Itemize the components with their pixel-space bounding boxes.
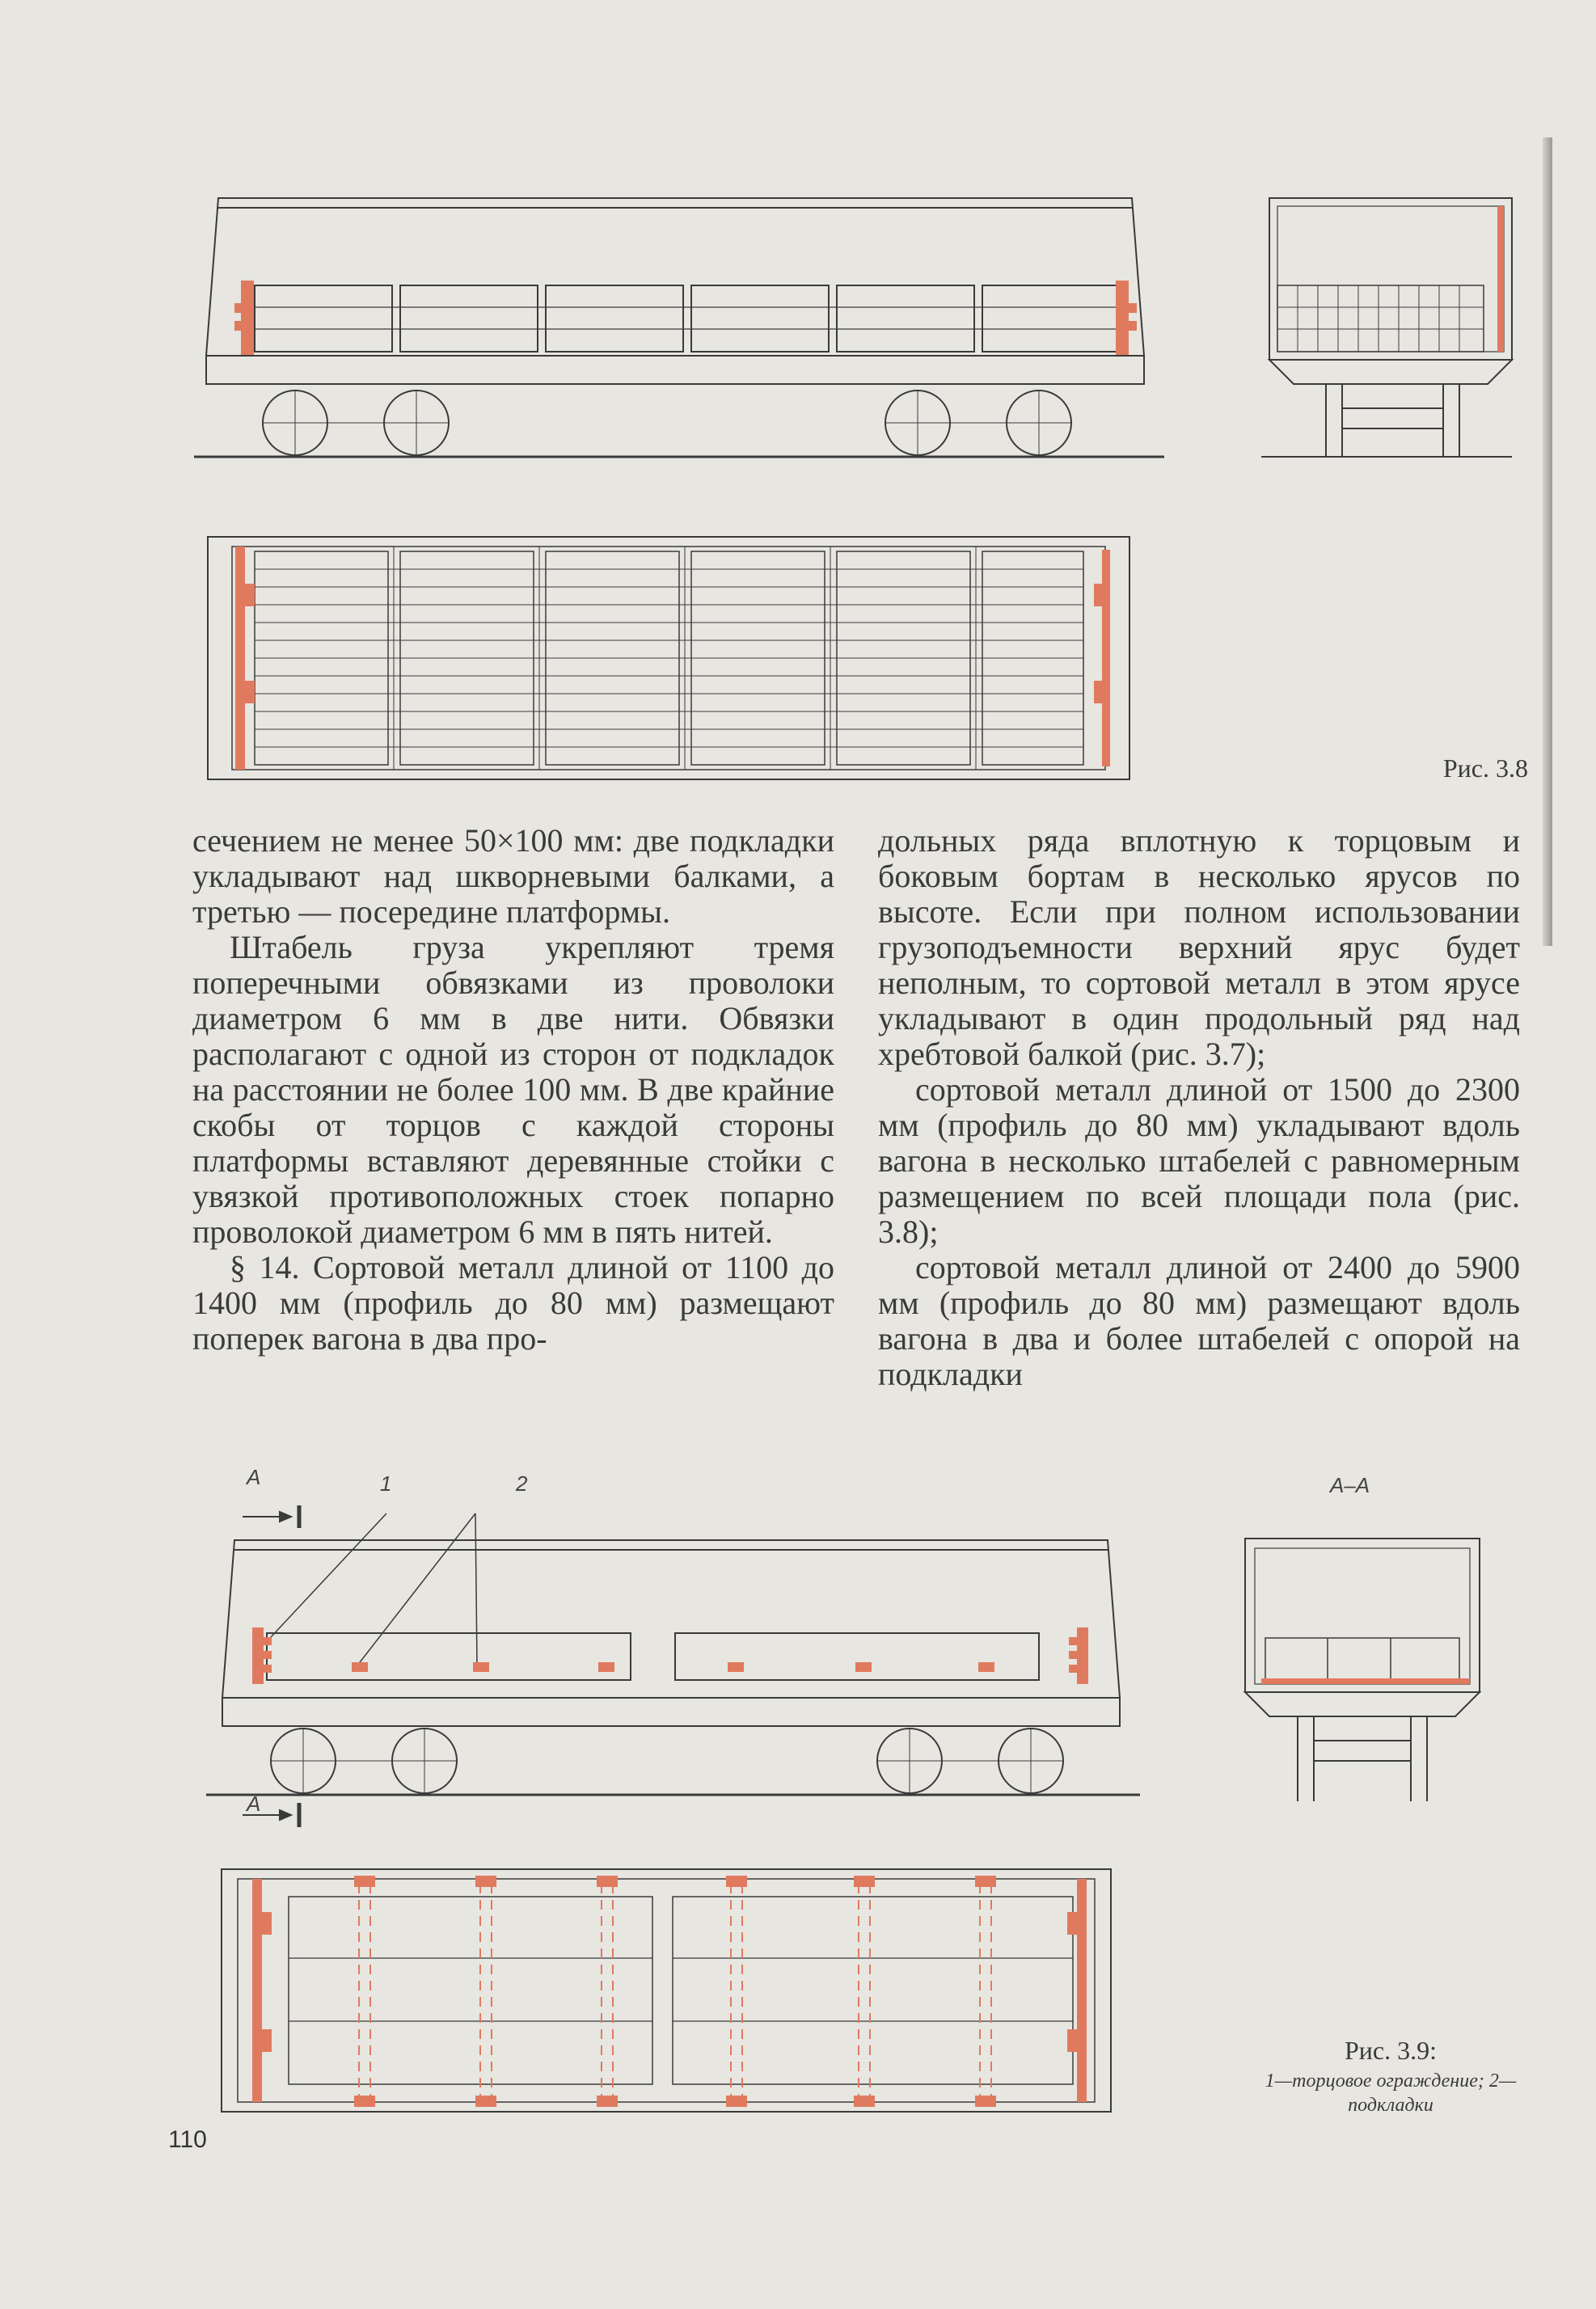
callout-2-label: 2 <box>516 1471 528 1496</box>
fig39-caption-desc: 1—торцовое ограждение; 2—подкладки <box>1265 2071 1517 2116</box>
paragraph: Штабель груза укрепляют тремя поперечными обвязками из проволоки диаметром 6 мм в две нити. Обвязки располагают с одной из сторон от подкладок на расстоянии не более 100 мм. В две крайние скобы от торцов с каждой стороны платформы вставляют деревянные стойки с увязкой противоположных стоек попарно проволокой диаметром 6 мм в пять нитей. <box>192 929 834 1250</box>
text-column-left <box>192 823 834 1357</box>
scan-edge <box>1543 137 1552 946</box>
paragraph: § 14. Сортовой металл длиной от 1100 до 1400 мм (профиль до 80 мм) размещают поперек вагона в два про- <box>192 1249 834 1357</box>
fig39-section-view <box>1237 1534 1496 1809</box>
section-arrow-label-top: А <box>247 1465 261 1489</box>
paragraph: сортовой металл длиной от 2400 до 5900 мм (профиль до 80 мм) размещают вдоль вагона в два и более штабелей с опорой на подкладки <box>878 1249 1520 1392</box>
fig38-caption: Рис. 3.8 <box>1442 753 1528 783</box>
section-arrow-label-bottom: А <box>247 1792 261 1816</box>
fig39-caption-title: Рис. 3.9: <box>1344 2036 1437 2065</box>
paragraph: сечением не менее 50×100 мм: две подкладки укладывают над шкворневыми балками, а третью — посередине платформы. <box>192 822 834 930</box>
text-column-right <box>878 823 1520 1392</box>
section-a-a-label: А–А <box>1330 1473 1370 1497</box>
fig38-end-view <box>1261 190 1520 481</box>
fig38-plan-view <box>206 535 1132 786</box>
paragraph: дольных ряда вплотную к торцовым и боковым бортам в несколько ярусов по высоте. Если при полном использовании грузоподъемности верхний ярус будет неполным, то сортовой металл в этом ярусе укладывают в один продольный ряд над хребтовой балкой (рис. 3.7); <box>878 822 1520 1072</box>
fig39-plan-view <box>220 1868 1117 2118</box>
page-number: 110 <box>168 2126 207 2153</box>
paragraph: сортовой металл длиной от 1500 до 2300 мм (профиль до 80 мм) укладывают вдоль вагона в несколько штабелей с равномерным размещением по всей площади пола (рис. 3.8); <box>878 1071 1520 1250</box>
fig38-side-view <box>186 190 1172 473</box>
callout-1-label: 1 <box>380 1471 392 1496</box>
fig39-caption <box>1229 2036 1552 2117</box>
fig39-side-view <box>202 1471 1148 1811</box>
